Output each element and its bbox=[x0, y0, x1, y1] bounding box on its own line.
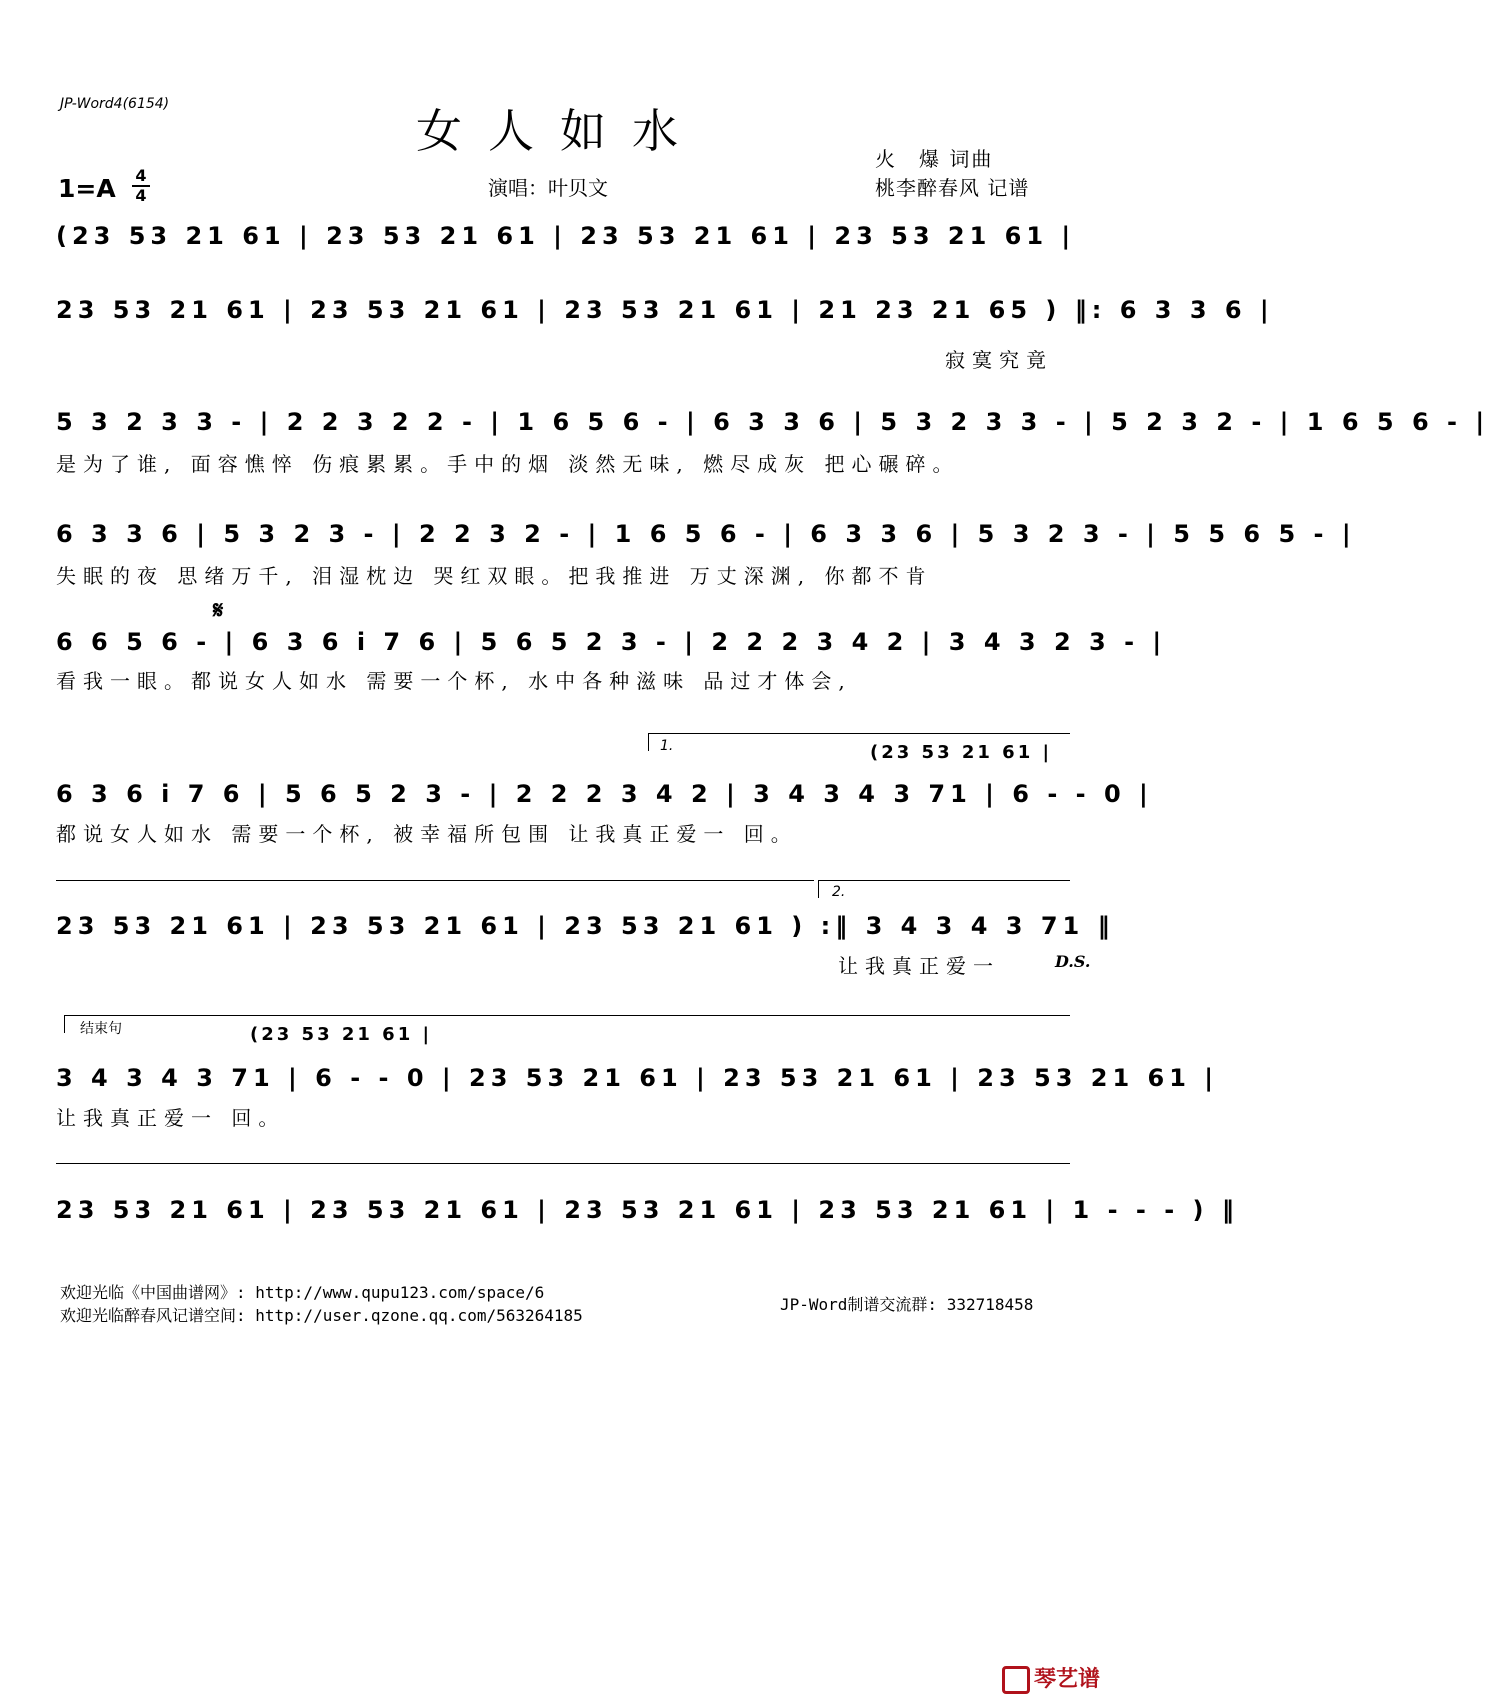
singer-credit: 演唱：叶贝文 bbox=[488, 176, 608, 200]
coda-hook bbox=[64, 1015, 65, 1033]
song-title: 女人如水 bbox=[416, 104, 704, 158]
lyrics-line-6: 都说女人如水 需要一个杯, 被幸福所包围 让我真正爱一 回。 bbox=[56, 822, 798, 846]
score-line-5: 6 6 5 6 - | 6 3 6 i 7 6 | 5 6 5 2 3 - | 2 2 2 3 4 2 | 3 4 3 2 3 - | bbox=[56, 628, 1167, 656]
volta-1-label: 1. bbox=[660, 738, 674, 754]
site-logo bbox=[1002, 1662, 1100, 1694]
score-line-6-intro: (23 53 21 61 | bbox=[870, 742, 1053, 763]
segno-icon: 𝄋 bbox=[213, 596, 224, 624]
score-line-7: 23 53 21 61 | 23 53 21 61 | 23 53 21 61 ) :‖ 3 4 3 4 3 71 ‖ bbox=[56, 912, 1115, 940]
lyrics-line-5: 看我一眼。都说女人如水 需要一个杯, 水中各种滋味 品过才体会, bbox=[56, 669, 852, 693]
footer-link-2: 欢迎光临醉春风记谱空间: http://user.qzone.qq.com/563264185 bbox=[60, 1306, 583, 1325]
footer-group: JP-Word制谱交流群: 332718458 bbox=[780, 1295, 1034, 1314]
composer-credit: 火 爆 词曲 bbox=[875, 147, 994, 171]
score-line-9: 23 53 21 61 | 23 53 21 61 | 23 53 21 61 | 23 53 21 61 | 1 - - - ) ‖ bbox=[56, 1196, 1239, 1224]
lyrics-line-8: 让我真正爱一 回。 bbox=[56, 1106, 286, 1130]
logo-text: 琴艺谱 bbox=[1033, 1667, 1100, 1692]
score-line-4: 6 3 3 6 | 5 3 2 3 - | 2 2 3 2 - | 1 6 5 6 - | 6 3 3 6 | 5 3 2 3 - | 5 5 6 5 - | bbox=[56, 520, 1356, 548]
score-line-1: (23 53 21 61 | 23 53 21 61 | 23 53 21 61 | 23 53 21 61 | bbox=[56, 222, 1076, 250]
coda-label: 结束句 bbox=[80, 1021, 122, 1037]
volta-2-bracket bbox=[818, 880, 1070, 881]
coda-bracket bbox=[64, 1015, 1070, 1016]
ds-marking: D.S. bbox=[1055, 952, 1091, 971]
transcriber-credit: 桃李醉春风 记谱 bbox=[875, 176, 1030, 200]
score-line-8-intro: (23 53 21 61 | bbox=[250, 1024, 433, 1045]
repeat-bracket bbox=[56, 880, 814, 881]
volta-1-hook bbox=[648, 733, 649, 751]
time-bottom: 4 bbox=[135, 186, 147, 205]
time-signature bbox=[132, 168, 150, 204]
key-signature: 1=A bbox=[58, 174, 116, 203]
logo-icon bbox=[1002, 1666, 1030, 1694]
time-top: 4 bbox=[135, 166, 147, 185]
volta-2-hook bbox=[818, 880, 819, 898]
score-line-3: 5 3 2 3 3 - | 2 2 3 2 2 - | 1 6 5 6 - | 6 3 3 6 | 5 3 2 3 3 - | 5 2 3 2 - | 1 6 5 6 - | bbox=[56, 408, 1489, 436]
software-label: JP-Word4(6154) bbox=[60, 96, 170, 112]
score-line-8: 3 4 3 4 3 71 | 6 - - 0 | 23 53 21 61 | 23 53 21 61 | 23 53 21 61 | bbox=[56, 1064, 1219, 1092]
score-line-6: 6 3 6 i 7 6 | 5 6 5 2 3 - | 2 2 2 3 4 2 | 3 4 3 4 3 71 | 6 - - 0 | bbox=[56, 780, 1153, 808]
final-bracket bbox=[56, 1163, 1070, 1164]
lyrics-line-4: 失眠的夜 思绪万千, 泪湿枕边 哭红双眼。把我推进 万丈深渊, 你都不肯 bbox=[56, 564, 933, 588]
footer-link-1: 欢迎光临《中国曲谱网》: http://www.qupu123.com/space/6 bbox=[60, 1283, 545, 1302]
volta-2-label: 2. bbox=[832, 884, 846, 900]
score-line-2: 23 53 21 61 | 23 53 21 61 | 23 53 21 61 | 21 23 21 65 ) ‖: 6 3 3 6 | bbox=[56, 296, 1274, 324]
volta-1-bracket bbox=[648, 733, 1070, 734]
lyrics-line-2: 寂寞究竟 bbox=[945, 348, 1053, 372]
lyrics-line-3: 是为了谁, 面容憔悴 伤痕累累。手中的烟 淡然无味, 燃尽成灰 把心碾碎。 bbox=[56, 452, 960, 476]
lyrics-line-7: 让我真正爱一 bbox=[838, 954, 1000, 978]
